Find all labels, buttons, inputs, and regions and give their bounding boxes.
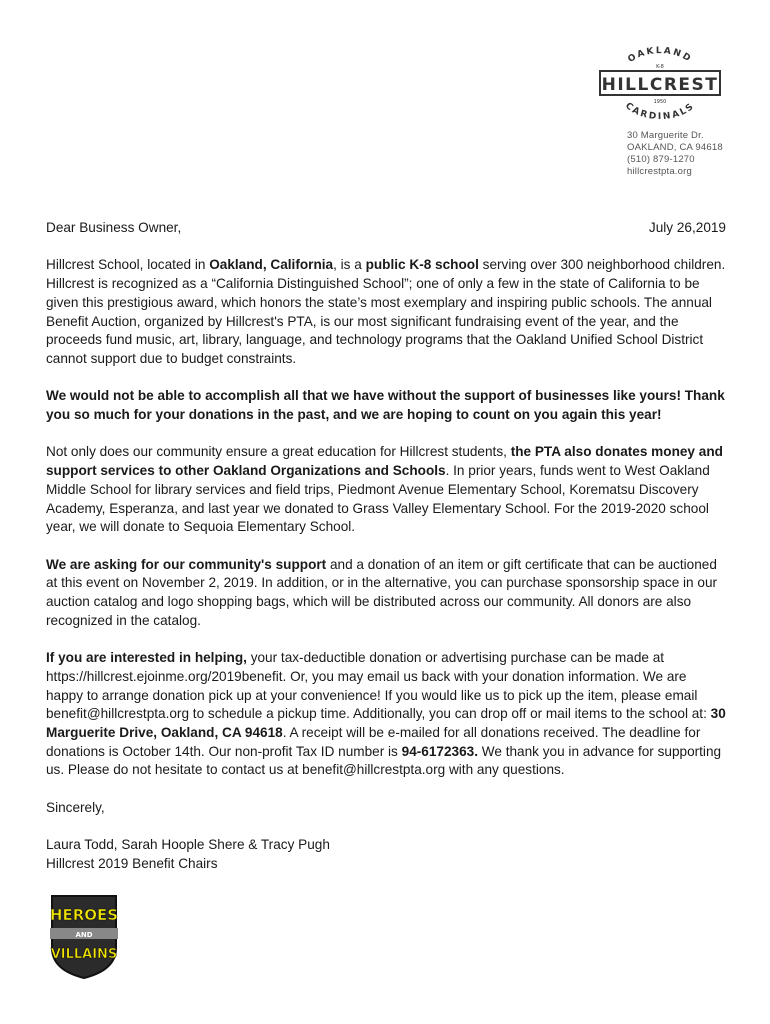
letter-header-row [46, 219, 726, 238]
text: and a donation of an item or gift certificate that can be auctioned at this event on November 2, 2019. In addition, or in the alternative, you can purchase sponsorship space in our auction catalog and logo shopping bags, which will be distributed across our community. All donors are also recognized in the catalog. [46, 556, 718, 628]
bold-text: public K-8 school [365, 257, 479, 273]
bold-text: We would not be able to accomplish all that we have without the support of businesses like yours! Thank you so much for your donations in the past, and we are hoping to count on you again this year! [46, 388, 725, 422]
hillcrest-logo [595, 46, 725, 126]
badge-line1: HEROES [49, 906, 119, 924]
text: , is a [333, 257, 366, 273]
letter-date: July 26,2019 [648, 220, 726, 235]
logo-school-name: HILLCREST [601, 75, 719, 95]
phone: (510) 879-1270 [627, 154, 695, 165]
bold-text: 94-6172363. [401, 743, 478, 759]
text: your tax-deductible donation or advertising purchase can be made at https://hillcrest.ejoinme.org/2019benefit. Or, you may email us back with your donation information. We are happy to arrange donation pick up at your convenience! If you would like us to pick up the item, please email benefit@hillcrestpta.org to schedule a pickup time. Additionally, you can drop off or mail items to the school at: [46, 650, 711, 722]
heroes-villains-graphic [44, 890, 124, 980]
text: We thank you in advance for supporting us. Please do not hesitate to contact us at benefit@hillcrestpta.org with any questions. [46, 743, 722, 778]
address-line1: 30 Marguerite Dr. [627, 130, 704, 141]
logo-grade: K-8 [656, 64, 664, 70]
hillcrest-logo-graphic [595, 46, 725, 126]
website: hillcrestpta.org [627, 166, 692, 177]
salutation: Dear Business Owner, [46, 220, 182, 235]
letter-body [46, 219, 726, 874]
signers: Laura Todd, Sarah Hoople Shere & Tracy Pugh [46, 837, 330, 853]
text: Hillcrest School, located in [46, 257, 210, 273]
bold-text: Oakland, California [209, 257, 334, 273]
paragraph-request [46, 556, 726, 631]
badge-line3: VILLAINS [50, 947, 118, 962]
paragraph-thanks [46, 387, 726, 424]
paragraph-community [46, 443, 726, 537]
text: Not only does our community ensure a great education for Hillcrest students, [46, 444, 511, 460]
paragraph-how-to-help [46, 649, 726, 780]
text: serving over 300 neighborhood children. Hillcrest is recognized as a “California Distinguished School”; one of only a few in the state of California to be given this prestigious award, which honors the state’s most exemplary and inspiring public schools. The annual Benefit Auction, organized by Hillcrest's PTA, is our most significant fundraising event of the year, and the proceeds fund music, art, library, language, and technology programs that the Oakland Unified School District cannot support due to budget constraints. [46, 257, 726, 366]
bold-text: If you are interested in helping, [46, 650, 247, 666]
address-line2: OAKLAND, CA 94618 [627, 142, 723, 153]
text: . A receipt will be e-mailed for all donations received. The deadline for donations is October 14th. Our non-profit Tax ID number is [46, 724, 701, 759]
logo-arc-top: OAKLAND [626, 46, 694, 65]
heroes-villains-logo [44, 890, 124, 980]
bold-text: We are asking for our community's support [46, 556, 327, 572]
closing: Sincerely, [46, 799, 105, 815]
signature-block [46, 836, 726, 873]
logo-arc-bottom: CARDINALS [623, 100, 697, 123]
badge-line2: AND [75, 931, 93, 939]
bold-text: 30 Marguerite Drive, Oakland, CA 94618 [46, 706, 726, 740]
logo-year: 1950 [653, 99, 667, 105]
paragraph-intro [46, 256, 726, 368]
text: . In prior years, funds went to West Oakland Middle School for library services and field trips, Piedmont Avenue Elementary School, Korematsu Discovery Academy, Esperanza, and last year we donated to Grass Valley Elementary School. For the 2019-2020 school year, we will donate to Sequoia Elementary School. [46, 463, 710, 535]
bold-text: the PTA also donates money and support services to other Oakland Organizations and Schools [46, 444, 723, 479]
signer-title: Hillcrest 2019 Benefit Chairs [46, 855, 218, 871]
letterhead-address [627, 130, 723, 178]
